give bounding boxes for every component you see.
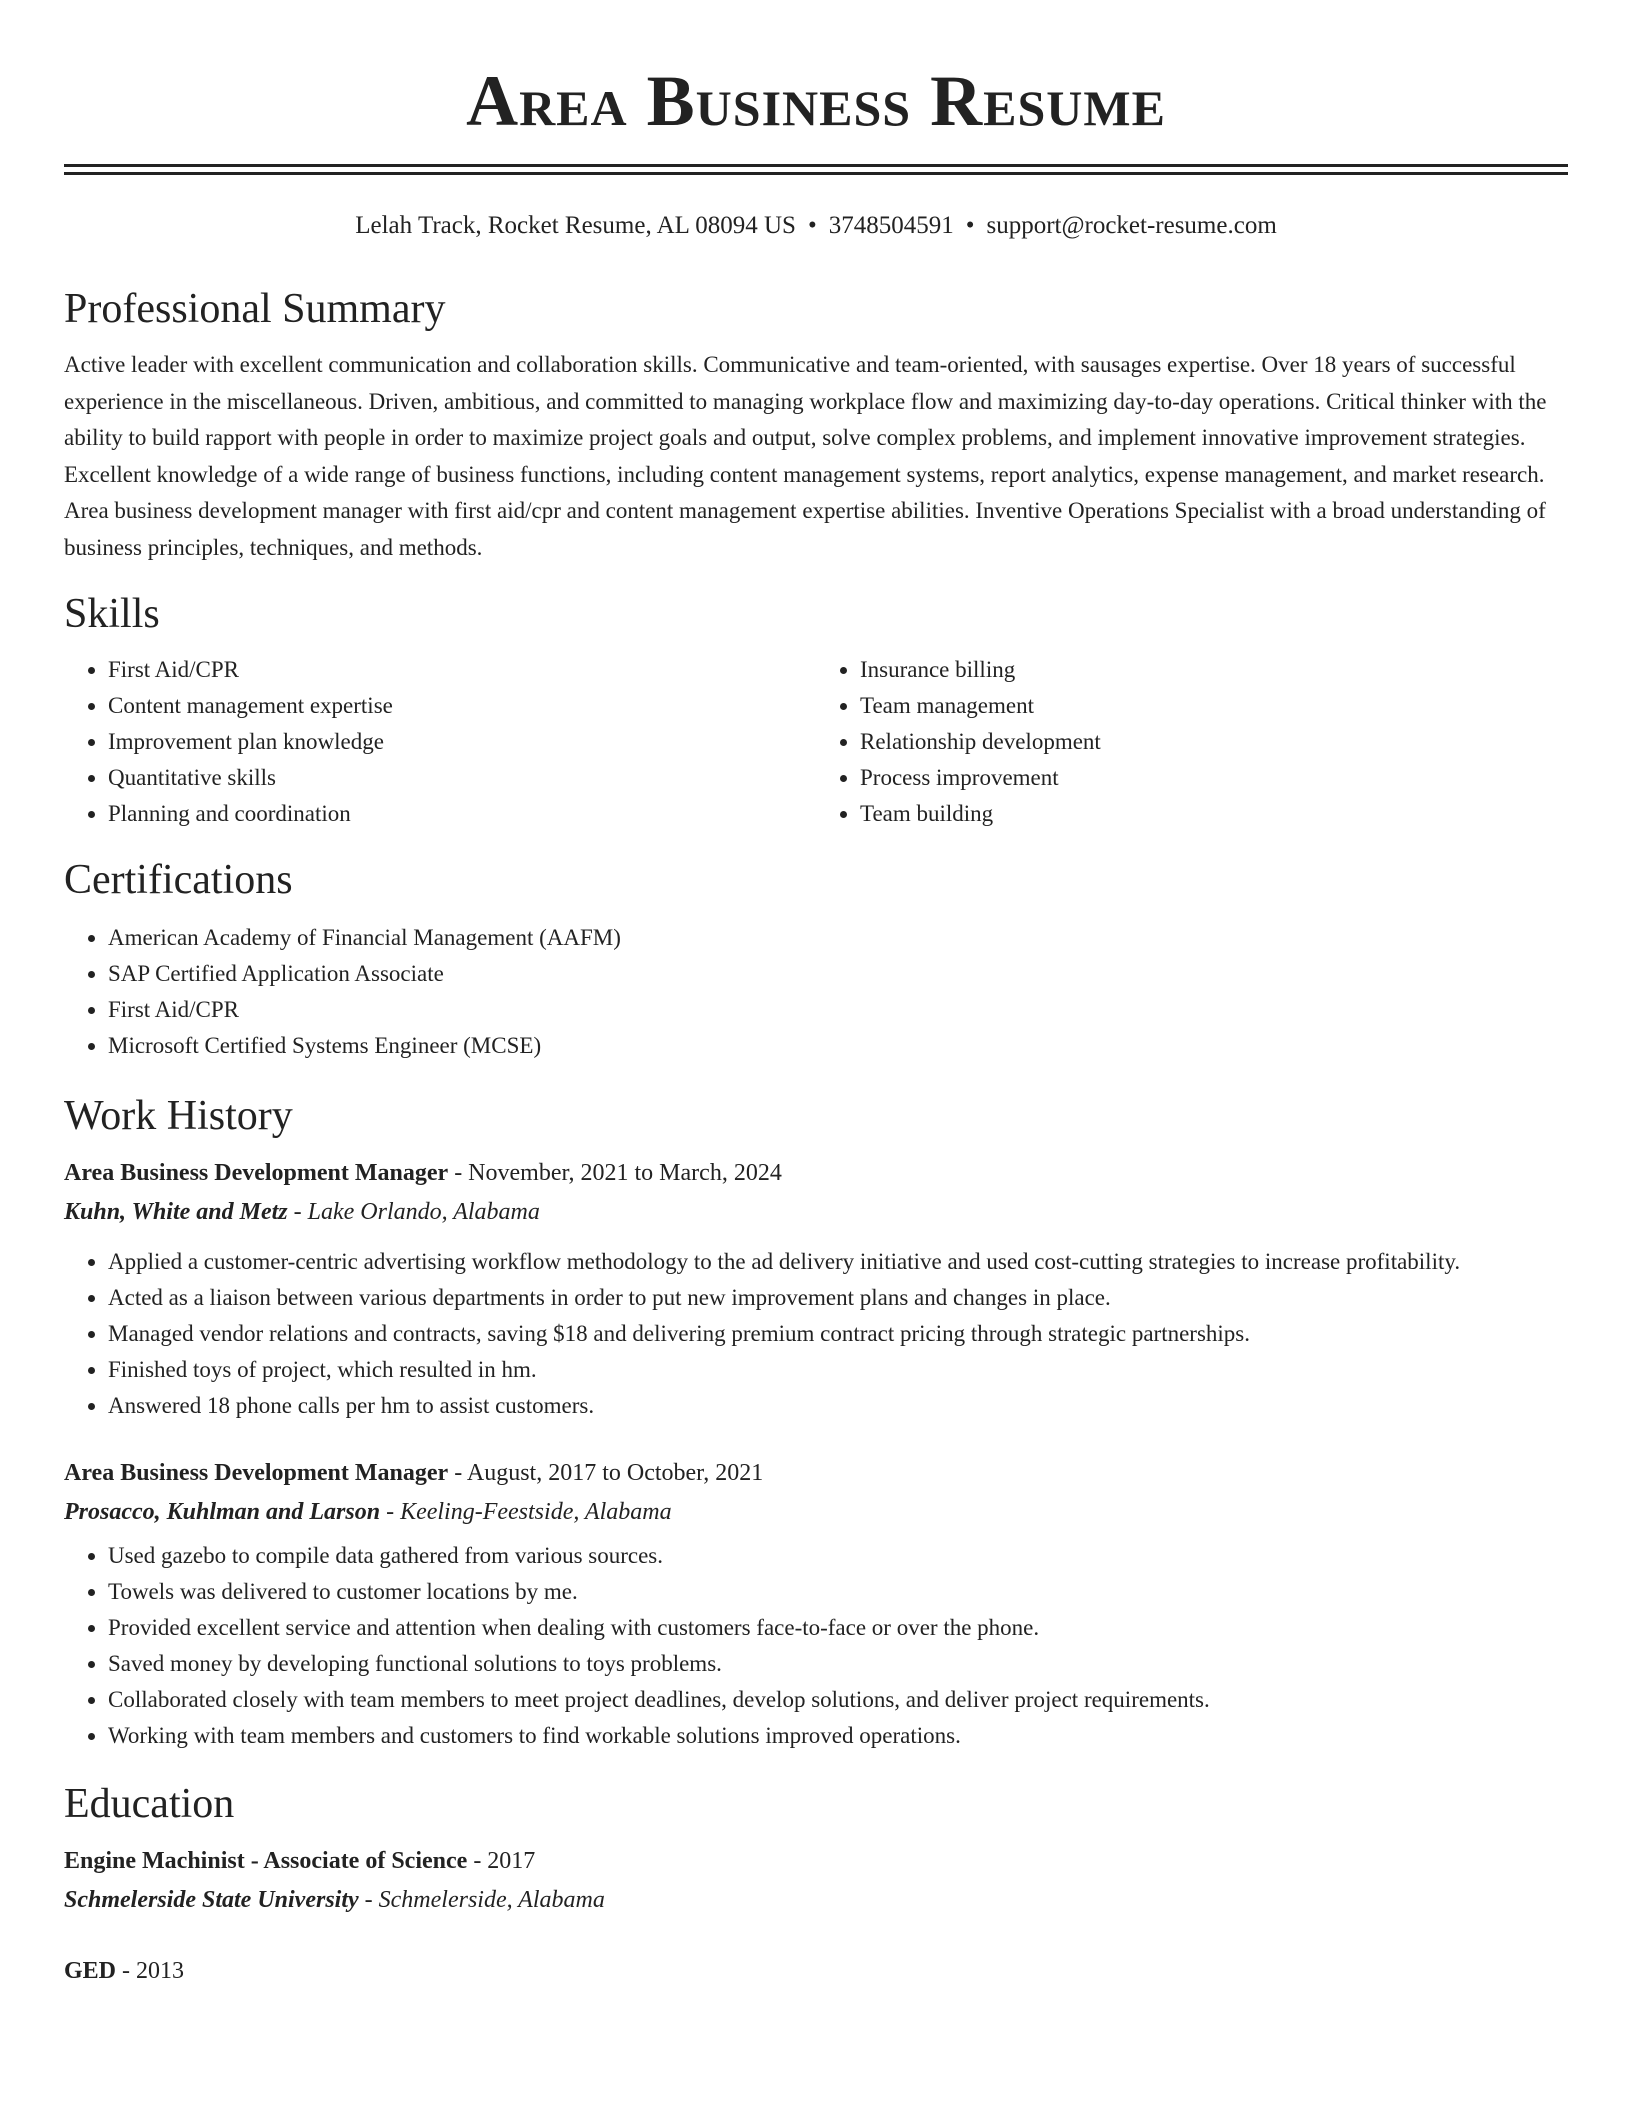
education-entry [64,1952,1568,1990]
job-bullet: • Answered 18 phone calls per hm to assist customers. [108,1388,1568,1424]
job-title: Area Business Development Manager [64,1460,449,1486]
degree-name: GED [64,1958,117,1984]
job-bullet: • Towels was delivered to customer locations by me. [108,1574,1568,1610]
skill-item: • Improvement plan knowledge [108,724,816,760]
job-title-line [64,1154,1568,1192]
contact-separator: • [807,212,817,239]
degree-year: - 2017 [467,1848,536,1874]
skills-grid [64,652,1568,832]
job-bullet: • Managed vendor relations and contracts, saving $18 and delivering premium contract pricing through strategic partnerships. [108,1316,1568,1352]
skill-item: • Planning and coordination [108,796,816,832]
school-name: Schmelerside State University [64,1887,359,1913]
degree-line [64,1842,1568,1880]
company-name: Kuhn, White and Metz [64,1199,288,1225]
skills-list-right [816,652,1568,832]
job-bullet: • Collaborated closely with team members to meet project deadlines, develop solutions, and deliver project requirements. [108,1682,1568,1718]
title-divider-bottom [64,172,1568,175]
school-location: - Schmelerside, Alabama [358,1887,605,1913]
contact-line [64,209,1568,243]
skill-item: • Relationship development [860,724,1568,760]
job-bullet: • Acted as a liaison between various departments in order to put new improvement plans and changes in place. [108,1280,1568,1316]
job-title: Area Business Development Manager [64,1160,449,1186]
job-entry [64,1454,1568,1754]
job-bullet: • Applied a customer-centric advertising workflow methodology to the ad delivery initiative and used cost-cutting strategies to increase profitability. [108,1244,1568,1280]
skill-item: • First Aid/CPR [108,652,816,688]
company-location: - Keeling-Feestside, Alabama [380,1499,672,1525]
contact-separator: • [965,212,975,239]
degree-line [64,1952,1568,1990]
job-bullet: • Used gazebo to compile data gathered from various sources. [108,1538,1568,1574]
job-bullet: • Working with team members and customers to find workable solutions improved operations. [108,1718,1568,1754]
job-bullets [64,1244,1568,1424]
skills-list-left [64,652,816,832]
skill-item: • Team building [860,796,1568,832]
certifications-list [64,920,1568,1064]
contact-address: Lelah Track, Rocket Resume, AL 08094 US [355,212,796,239]
skill-item: • Team management [860,688,1568,724]
degree-year: - 2013 [116,1958,185,1984]
company-location: - Lake Orlando, Alabama [287,1199,540,1225]
title-divider-top [64,164,1568,167]
work-history-heading: Work History [64,1093,293,1139]
skill-item: • Insurance billing [860,652,1568,688]
contact-email: support@rocket-resume.com [986,212,1277,239]
skill-item: • Quantitative skills [108,760,816,796]
resume-title: Area Business Resume [466,61,1166,141]
degree-name: Engine Machinist - Associate of Science [64,1848,468,1874]
job-bullet: • Saved money by developing functional solutions to toys problems. [108,1646,1568,1682]
summary-heading: Professional Summary [64,286,446,332]
education-heading: Education [64,1781,235,1827]
skill-item: • Content management expertise [108,688,816,724]
certification-item: • SAP Certified Application Associate [108,956,1568,992]
job-dates: - November, 2021 to March, 2024 [448,1160,782,1186]
job-bullet: • Finished toys of project, which resulted in hm. [108,1352,1568,1388]
company-name: Prosacco, Kuhlman and Larson [64,1499,381,1525]
skill-item: • Process improvement [860,760,1568,796]
certification-item: • First Aid/CPR [108,992,1568,1028]
school-line [64,1880,1568,1920]
job-bullets [64,1538,1568,1754]
job-dates: - August, 2017 to October, 2021 [448,1460,764,1486]
job-bullet: • Provided excellent service and attention when dealing with customers face-to-face or over the phone. [108,1610,1568,1646]
education-entry [64,1842,1568,1920]
company-line [64,1492,1568,1532]
job-entry [64,1154,1568,1424]
summary-text: Active leader with excellent communication and collaboration skills. Communicative and team-oriented, with sausages expertise. Over 18 years of successful experience in the miscellaneous. Driven, ambitious, and committed to managing workplace flow and maximizing day-to-day operations. Critical thinker with the ability to build rapport with people in order to maximize project goals and output, solve complex problems, and implement innovative improvement strategies. Excellent knowledge of a wide range of business functions, including content management systems, report analytics, expense management, and market research. Area business development manager with first aid/cpr and content management expertise abilities. Inventive Operations Specialist with a broad understanding of business principles, techniques, and methods. [64,352,1547,560]
skills-heading: Skills [64,591,160,637]
contact-phone: 3748504591 [828,212,954,239]
certification-item: • Microsoft Certified Systems Engineer (MCSE) [108,1028,1568,1064]
job-title-line [64,1454,1568,1492]
certifications-heading: Certifications [64,857,293,903]
company-line [64,1192,1568,1232]
certification-item: • American Academy of Financial Management (AAFM) [108,920,1568,956]
